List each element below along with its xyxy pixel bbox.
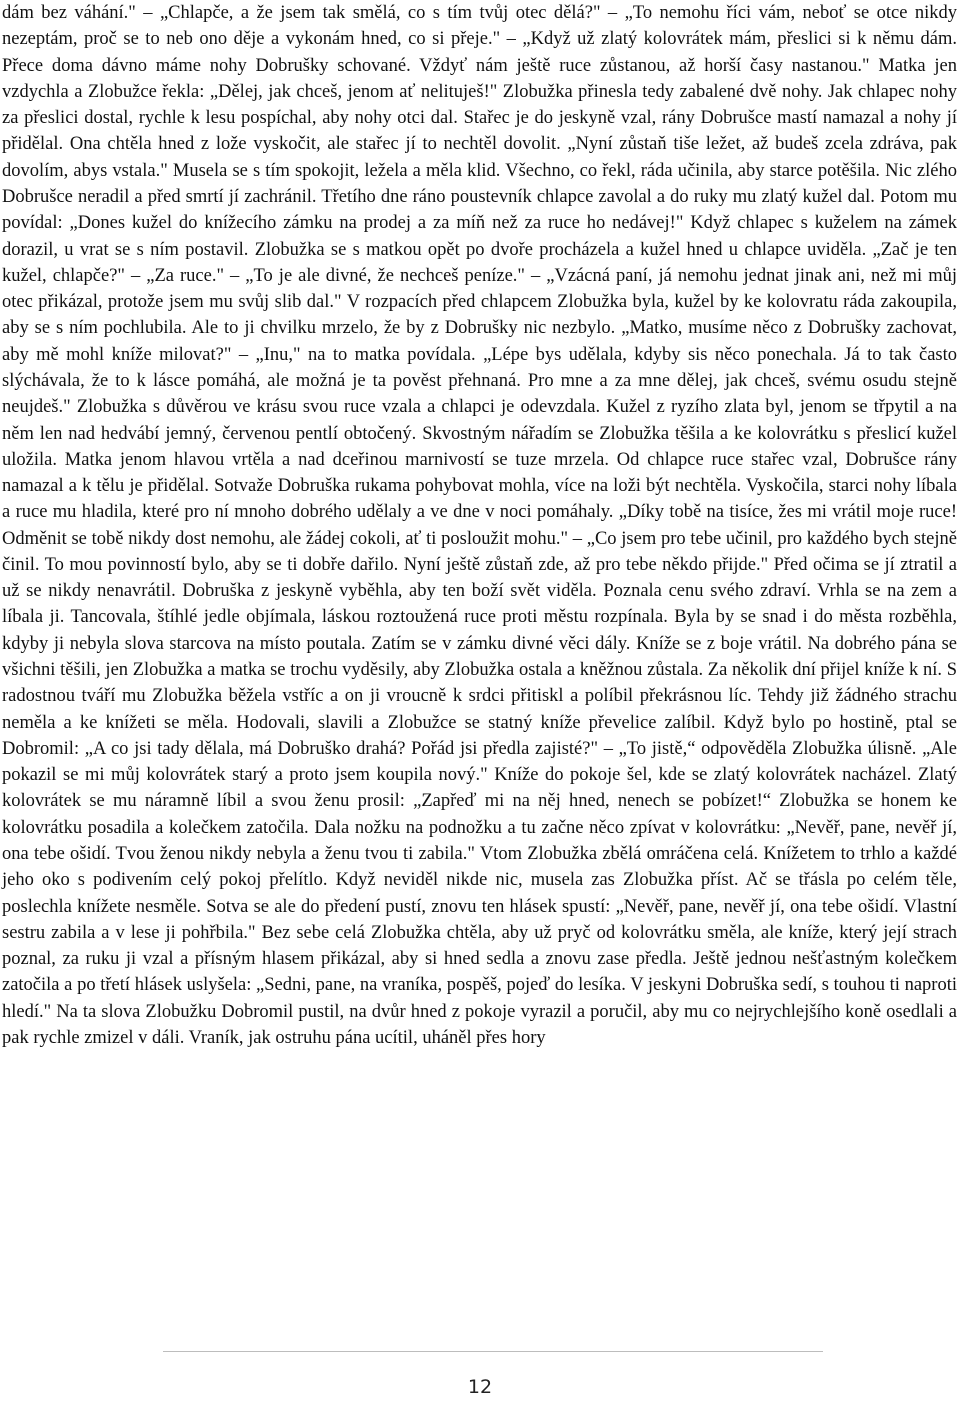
page-number: 12 (467, 1376, 493, 1398)
body-text: dám bez váhání." – „Chlapče, a že jsem tak smělá, co s tím tvůj otec dělá?" – „To nemohu říci vám, neboť se otce nikdy nezeptám, proč se to neb ono děje a vykonám hned, co si přeje." – „Když už zlatý kolovrátek mám, přeslici si k němu dám. Přece doma dávno máme nohy Dobrušky schované. Vždyť nám ještě ruce zůstanou, až horší časy nastanou." Matka jen vzdychla a Zlobužce řekla: „Dělej, jak chceš, jenom ať nelituješ!" Zlobužka přinesla tedy zabalené dvě nohy. Jak chlapec nohy za přeslici dostal, rychle k lesu pospíchal, aby nohy otci dal. Stařec je do jeskyně vzal, rány Dobrušce mastí namazal a nohy jí přidělal. Ona chtěla hned z lože vyskočit, ale stařec jí to nechtěl dovolit. „Nyní zůstaň tiše ležet, až budeš zcela zdráva, pak dovolím, abys vstala." Musela se s tím spokojit, ležela a měla klid. Všechno, co řekl, ráda učinila, aby starce potěšila. Nic zlého Dobrušce neradil a před smrtí jí zachránil. Třetího dne ráno poustevník chlapce zavolal a do ruky mu zlatý kužel dal. Potom mu povídal: „Dones kužel do knížecího zámku na prodej a za míň než za ruce ho nedávej!" Když chlapec s kuželem na zámek dorazil, u vrat se s ním postavil. Zlobužka se s matkou opět po dvoře procházela a kužel hned u chlapce uviděla. „Zač je ten kužel, chlapče?" – „Za ruce." – „To je ale divné, že nechceš peníze." – „Vzácná paní, já nemohu jednat jinak ani, než mi můj otec přikázal, protože jsem mu svůj slib dal." V rozpacích před chlapcem Zlobužka byla, kužel by ke kolovratu ráda zakoupila, aby se s ním pochlubila. Ale to ji chvilku mrzelo, že by z Dobrušky nic nezbylo. „Matko, musíme něco z Dobrušky zachovat, aby mě mohl kníže milovat?" – „Inu," na to matka povídala. „Lépe bys udělala, kdyby sis něco ponechala. Já to tak často slýchávala, že to k lásce pomáhá, ale možná je ta pověst přehnaná. Pro mne a za mne dělej, jak chceš, svému osudu stejně neujdeš." Zlobužka s důvěrou ve krásu svou ruce vzala a chlapci je odevzdala. Kužel z ryzího zlata byl, jenom se třpytil a na něm len nad hedvábí jemný, červenou pentlí obtočený. Skvostným nářadím se Zlobužka těšila a ke kolovrátku s přeslicí kužel uložila. Matka jenom hlavou vrtěla a nad dceřinou marnivostí se tuze mrzela. Od chlapce ruce stařec vzal, Dobrušce rány namazal a k tělu je přidělal. Sotvaže Dobruška rukama pohybovat mohla, více na loži být nechtěla. Vyskočila, starci nohy líbala a ruce mu hladila, které pro ní mnoho dobrého udělaly a ve dne v noci pomáhaly. „Díky tobě na tisíce, žes mi vrátil moje ruce! Odměnit se tobě nikdy dost nemohu, ale žádej cokoli, ať ti posloužit mohu." – „Co jsem pro tebe učinil, pro každého bych stejně činil. To mou povinností bylo, aby se ti dobře dařilo. Nyní ještě zůstaň zde, až pro tebe někdo přijde." Před očima se jí ztratil a už se nikdy nenavrátil. Dobruška z jeskyně vyběhla, aby ten boží svět viděla. Poznala cenu svého zdraví. Vrhla se na zem a líbala ji. Tancovala, štíhlé jedle objímala, láskou roztoužená ruce proti městu rozpínala. Byla by se snad i do města rozběhla, kdyby ji nebyla slova starcova na místo poutala. Zatím se v zámku divné věci dály. Kníže se z boje vrátil. Na dobrého pána se všichni těšili, jen Zlobužka a matka se trochu vyděsily, aby Zlobužka ostala a kněžnou zůstala. Za několik dní přijel kníže k ní. S radostnou tváří mu Zlobužka běžela vstříc a on ji vroucně k srdci přitiskl a políbil překrásnou líc. Tehdy již žádného strachu neměla a ke knížeti se měla. Hodovali, slavili a Zlobužce se statný kníže převelice zalíbil. Když bylo po hostině, ptal se Dobromil: „A co jsi tady dělala, má Dobruško drahá? Pořád jsi předla zajisté?" – „To jistě,“ odpověděla Zlobužka úlisně. „Ale pokazil se mi můj kolovrátek starý a proto jsem koupila nový." Kníže do pokoje šel, kde se zlatý kolovrátek nacházel. Zlatý kolovrátek se mu náramně líbil a svou ženu prosil: „Zapřeď mi na něj hned, nenech se pobízet!“ Zlobužka se honem ke kolovrátku posadila a kolečkem zatočila. Dala nožku na podnožku a tu začne něco zpívat v kolovrátku: „Nevěř, pane, nevěř jí, ona tebe ošidí. Tvou ženou nikdy nebyla a ženu tvou ti zabila." Vtom Zlobužka zbělá omráčena celá. Knížetem to trhlo a každé jeho oko s podivením celý pokoj přelítlo. Když neviděl nikde nic, musela zas Zlobužka příst. Ač se třásla po celém těle, poslechla knížete nesměle. Sotva se ale do předení pustí, znovu ten hlásek spustí: „Nevěř, pane, nevěř jí, ona tebe ošidí. Vlastní sestru zabila a v lese ji pohřbila." Bez sebe celá Zlobužka chtěla, aby už pryč od kolovrátku směla, ale kníže, který její strach poznal, za ruku ji vzal a přísným hlasem přikázal, aby si hned sedla a znovu zase předla. Ještě jednou nešťastným kolečkem zatočila a po třetí hlásek uslyšela: „Sedni, pane, na vraníka, pospěš, pojeď do lesíka. V jeskyni Dobruška sedí, s touhou ti naproti hledí." Na ta slova Zlobužku Dobromil pustil, na dvůr hned z pokoje vyrazil a poručil, aby mu co nejrychlejšího koně osedlali a pak rychle zmizel v dáli. Vraník, jak ostruhu pána ucítil, uháněl přes hory (2, 3, 957, 1048)
footer-divider (163, 1351, 823, 1352)
